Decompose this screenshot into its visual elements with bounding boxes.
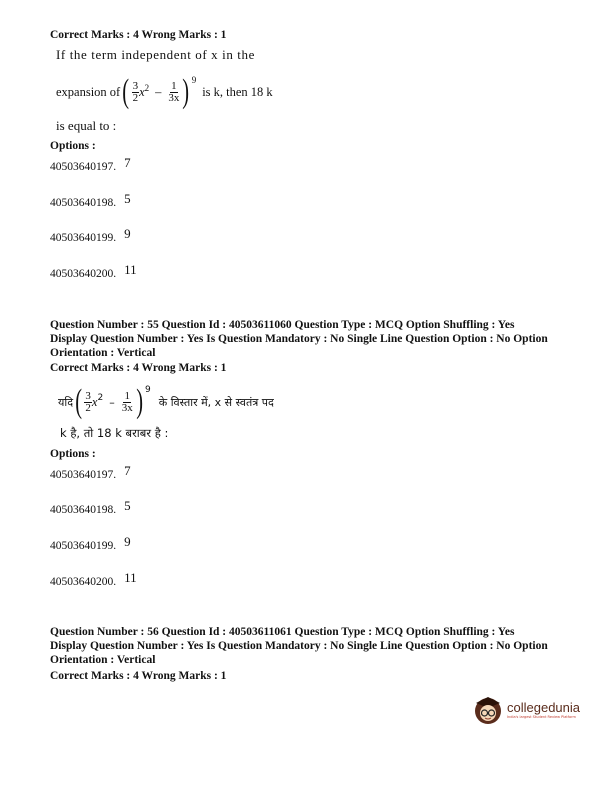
right-paren: ) [182, 73, 190, 110]
option-value: 5 [124, 191, 131, 206]
q56-header [50, 625, 590, 667]
q55-header-line2: Display Question Number : Yes Is Question Mandatory : No Single Line Question Option : No Option [50, 333, 548, 345]
q55-minus: – [109, 395, 115, 409]
option-value: 7 [124, 155, 131, 170]
right-paren: ) [135, 383, 143, 420]
q54-option-1 [50, 157, 131, 175]
q54-option-3 [50, 228, 131, 246]
q54-x-exponent: 2 [144, 83, 150, 93]
q54-marks: Correct Marks : 4 Wrong Marks : 1 [50, 29, 227, 41]
option-id: 40503640199. [50, 540, 117, 552]
q55-suffix: के विस्तार में, x से स्वतंत्र पद [158, 395, 274, 409]
q55-option-2 [50, 500, 131, 518]
q55-option-1 [50, 465, 131, 483]
q56-header-line3: Orientation : Vertical [50, 654, 156, 666]
q55-header-line1: Question Number : 55 Question Id : 40503611060 Question Type : MCQ Option Shuffling : Yes [50, 319, 515, 331]
option-id: 40503640198. [50, 197, 117, 209]
option-id: 40503640199. [50, 232, 117, 244]
option-id: 40503640197. [50, 469, 117, 481]
q55-x-exponent: 2 [97, 393, 104, 403]
q55-question-line2: k है, तो 18 k बराबर है : [60, 426, 169, 440]
logo-name: collegedunia [507, 699, 581, 715]
q54-expansion-prefix: expansion of [56, 84, 121, 99]
option-value: 7 [124, 463, 131, 478]
option-value: 11 [124, 262, 137, 277]
q56-header-line1: Question Number : 56 Question Id : 40503611061 Question Type : MCQ Option Shuffling : Yes [50, 626, 515, 638]
q54-power: 9 [191, 75, 197, 85]
logo-tagline: India's largest Student Review Platform [507, 714, 576, 719]
q54-question-line1: If the term independent of x in the [56, 47, 255, 62]
q55-option-3 [50, 536, 131, 554]
option-value: 9 [124, 534, 131, 549]
option-value: 5 [124, 498, 131, 513]
q54-options-label: Options : [50, 140, 96, 152]
q54-option-2 [50, 193, 131, 211]
q55-fraction-3-over-2: $\frac{3}{2}$ [85, 389, 91, 414]
q54-x-term: x [139, 84, 145, 99]
q55-header [50, 318, 590, 360]
option-id: 40503640200. [50, 576, 117, 588]
option-id: 40503640198. [50, 504, 117, 516]
option-id: 40503640200. [50, 268, 117, 280]
q54-fraction-3-over-2: $\frac{3}{2}$ [132, 79, 139, 104]
q55-options-label: Options : [50, 448, 96, 460]
q55-expansion-line [58, 382, 274, 422]
q55-power: 9 [145, 385, 151, 395]
option-value: 9 [124, 226, 131, 241]
q56-marks: Correct Marks : 4 Wrong Marks : 1 [50, 670, 227, 682]
q55-header-line3: Orientation : Vertical [50, 347, 156, 359]
graduate-avatar-icon [472, 694, 504, 726]
option-id: 40503640197. [50, 161, 117, 173]
option-value: 11 [124, 570, 137, 585]
q55-fraction-1-over-3x: $\frac{1}{3x}$ [121, 389, 133, 414]
q54-expansion-suffix: is k, then 18 k [202, 84, 273, 99]
collegedunia-logo[interactable] [472, 692, 600, 728]
q54-fraction-1-over-3x: $\frac{1}{3x}$ [168, 79, 180, 104]
q54-question-line3: is equal to : [56, 118, 117, 133]
left-paren: ( [122, 73, 130, 110]
q55-prefix: यदि [58, 395, 74, 409]
q56-header-line2: Display Question Number : Yes Is Question Mandatory : No Single Line Question Option : No Option [50, 640, 548, 652]
q55-marks: Correct Marks : 4 Wrong Marks : 1 [50, 362, 227, 374]
q54-expansion-line [56, 72, 273, 112]
q54-option-4 [50, 264, 137, 282]
q55-option-4 [50, 572, 137, 590]
q55-x-term: x [91, 394, 98, 409]
q54-minus: – [155, 84, 162, 99]
left-paren: ( [75, 383, 83, 420]
